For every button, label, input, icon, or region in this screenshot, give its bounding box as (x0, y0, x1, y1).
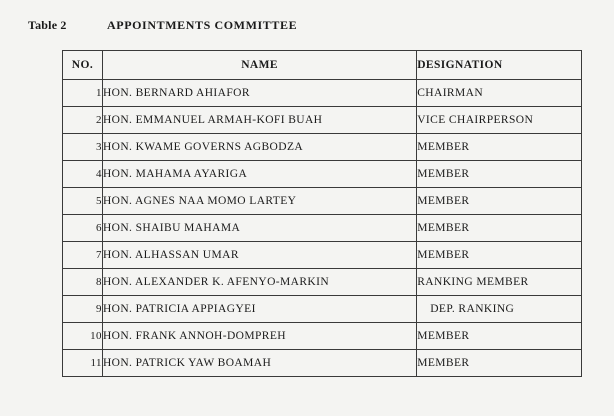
member-name: HON. AGNES NAA MOMO LARTEY (102, 188, 416, 215)
row-number: 2 (63, 107, 103, 134)
member-designation: CHAIRMAN (417, 80, 582, 107)
row-number: 11 (63, 350, 103, 377)
table-row (63, 134, 582, 161)
member-designation: MEMBER (417, 350, 582, 377)
table-row (63, 215, 582, 242)
member-name: HON. EMMANUEL ARMAH-KOFI BUAH (102, 107, 416, 134)
row-number: 7 (63, 242, 103, 269)
table-row (63, 161, 582, 188)
member-name: HON. ALHASSAN UMAR (102, 242, 416, 269)
table-row (63, 350, 582, 377)
member-designation: MEMBER (417, 134, 582, 161)
row-number: 1 (63, 80, 103, 107)
row-number: 5 (63, 188, 103, 215)
member-designation: RANKING MEMBER (417, 269, 582, 296)
member-name: HON. PATRICK YAW BOAMAH (102, 350, 416, 377)
row-number: 6 (63, 215, 103, 242)
header-name: NAME (102, 51, 416, 80)
row-number: 9 (63, 296, 103, 323)
member-name: HON. ALEXANDER K. AFENYO-MARKIN (102, 269, 416, 296)
member-designation: MEMBER (417, 323, 582, 350)
member-designation: MEMBER (417, 188, 582, 215)
header-designation: DESIGNATION (417, 51, 582, 80)
table-title: APPOINTMENTS COMMITTEE (107, 18, 298, 32)
table-row (63, 323, 582, 350)
row-number: 4 (63, 161, 103, 188)
member-name: HON. SHAIBU MAHAMA (102, 215, 416, 242)
table-row (63, 107, 582, 134)
table-row (63, 296, 582, 323)
table-row (63, 80, 582, 107)
member-name: HON. MAHAMA AYARIGA (102, 161, 416, 188)
table-row (63, 188, 582, 215)
table-header-row (63, 51, 582, 80)
member-designation: MEMBER (417, 161, 582, 188)
table-row (63, 242, 582, 269)
member-designation: VICE CHAIRPERSON (417, 107, 582, 134)
committee-table (62, 50, 582, 377)
row-number: 10 (63, 323, 103, 350)
member-name: HON. PATRICIA APPIAGYEI (102, 296, 416, 323)
member-designation: MEMBER (417, 215, 582, 242)
table-caption: Table 2 (28, 18, 67, 32)
header-no: NO. (63, 51, 103, 80)
row-number: 3 (63, 134, 103, 161)
member-designation: MEMBER (417, 242, 582, 269)
member-name: HON. BERNARD AHIAFOR (102, 80, 416, 107)
member-designation: DEP. RANKING (417, 296, 582, 323)
row-number: 8 (63, 269, 103, 296)
member-name: HON. KWAME GOVERNS AGBODZA (102, 134, 416, 161)
table-row (63, 269, 582, 296)
member-name: HON. FRANK ANNOH-DOMPREH (102, 323, 416, 350)
